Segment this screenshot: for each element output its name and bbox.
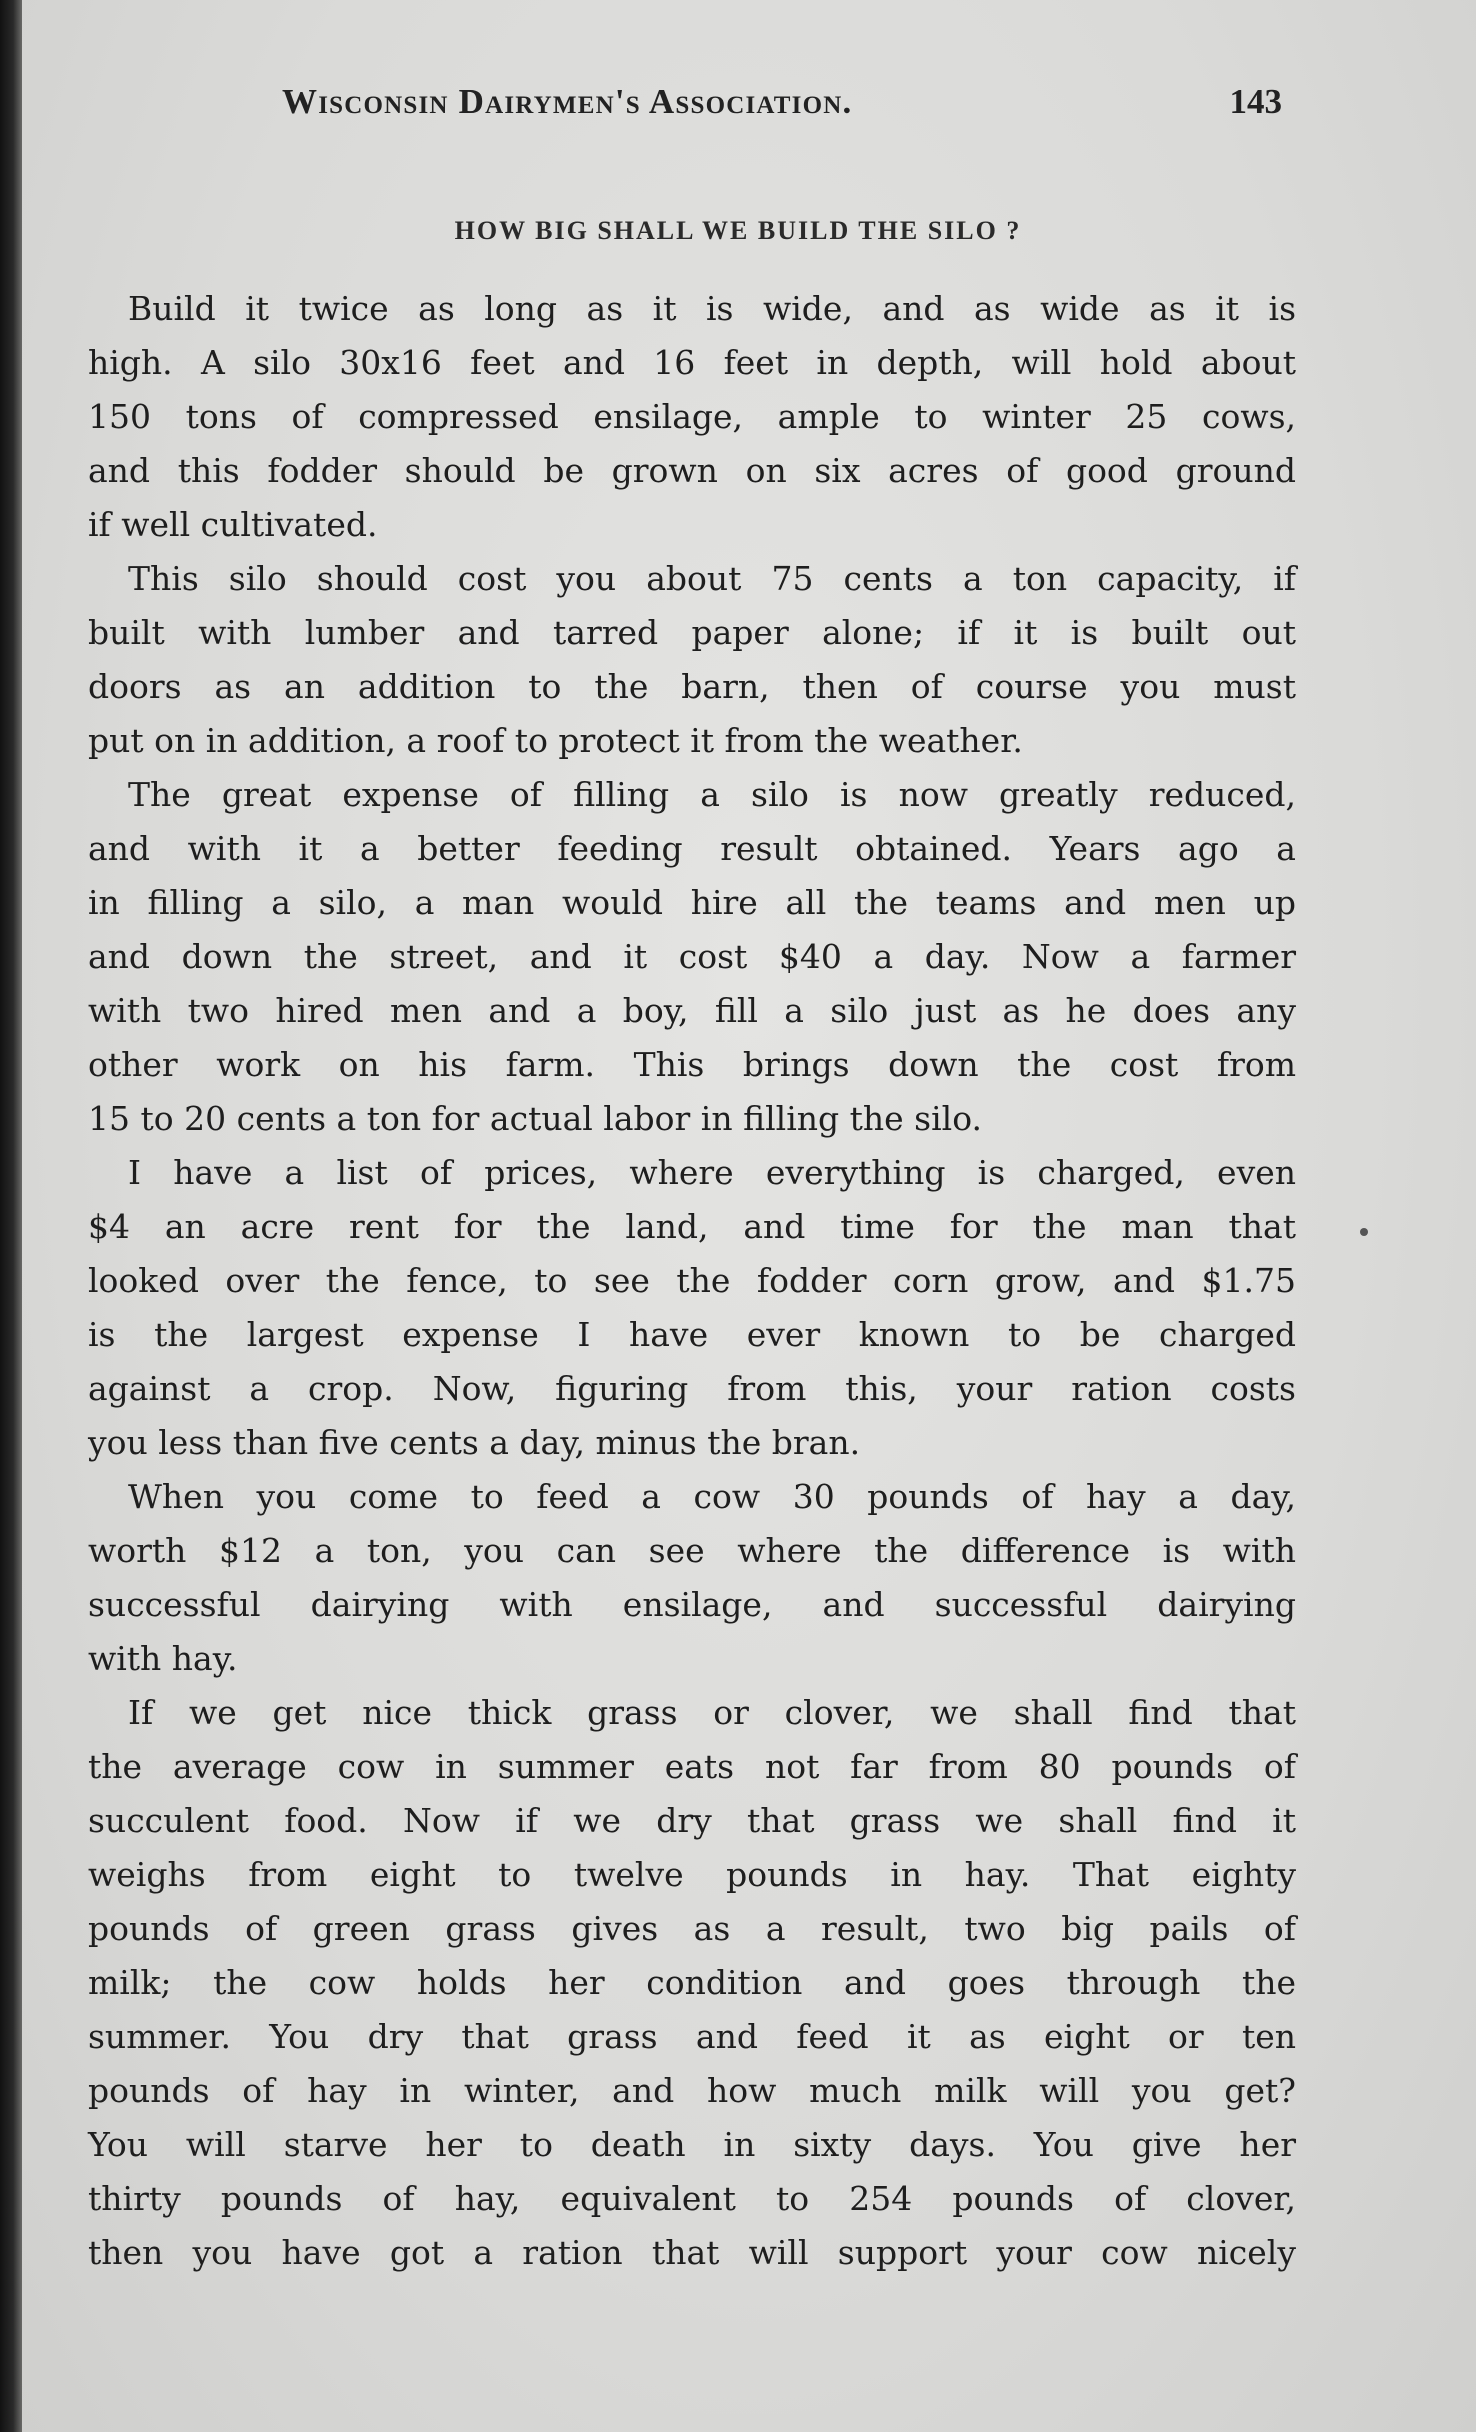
text-line: then you have got a ration that will support your cow nicely (88, 2233, 1296, 2272)
text-line: doors as an addition to the barn, then of course you must (88, 667, 1296, 706)
text-line: pounds of green grass gives as a result, two big pails of (88, 1909, 1296, 1948)
text-line: high. A silo 30x16 feet and 16 feet in depth, will hold about (88, 343, 1296, 382)
text-line: I have a list of prices, where everything is charged, even (128, 1153, 1296, 1192)
text-line: This silo should cost you about 75 cents a ton capacity, if (128, 559, 1296, 598)
print-speck (1360, 1228, 1368, 1236)
text-line: put on in addition, a roof to protect it from the weather. (88, 721, 1023, 760)
text-line: 15 to 20 cents a ton for actual labor in filling the silo. (88, 1099, 982, 1138)
text-line: When you come to feed a cow 30 pounds of hay a day, (128, 1477, 1296, 1516)
text-line: and with it a better feeding result obtained. Years ago a (88, 829, 1296, 868)
paragraph (88, 1686, 1296, 2280)
text-line: in filling a silo, a man would hire all the teams and men up (88, 883, 1296, 922)
text-line: You will starve her to death in sixty days. You give her (88, 2125, 1296, 2164)
text-line: is the largest expense I have ever known to be charged (88, 1315, 1296, 1354)
text-line: summer. You dry that grass and feed it as eight or ten (88, 2017, 1296, 2056)
paragraph (88, 552, 1296, 768)
text-line: thirty pounds of hay, equivalent to 254 pounds of clover, (88, 2179, 1296, 2218)
text-line: Build it twice as long as it is wide, and as wide as it is (128, 289, 1296, 328)
text-line: If we get nice thick grass or clover, we shall find that (128, 1693, 1296, 1732)
text-line: built with lumber and tarred paper alone; if it is built out (88, 613, 1296, 652)
paragraph (88, 282, 1296, 552)
text-line: weighs from eight to twelve pounds in hay. That eighty (88, 1855, 1296, 1894)
text-line: successful dairying with ensilage, and successful dairying (88, 1585, 1296, 1624)
text-line: worth $12 a ton, you can see where the difference is with (88, 1531, 1296, 1570)
text-line: against a crop. Now, figuring from this, your ration costs (88, 1369, 1296, 1408)
text-line: with two hired men and a boy, fill a silo just as he does any (88, 991, 1296, 1030)
text-line: other work on his farm. This brings down the cost from (88, 1045, 1296, 1084)
paragraph (88, 1146, 1296, 1470)
text-line: and down the street, and it cost $40 a day. Now a farmer (88, 937, 1296, 976)
text-line: The great expense of filling a silo is now greatly reduced, (128, 775, 1296, 814)
page-header (282, 82, 1282, 132)
section-heading: HOW BIG SHALL WE BUILD THE SILO ? (454, 216, 1022, 245)
body-text (88, 282, 1296, 2280)
text-line: and this fodder should be grown on six acres of good ground (88, 451, 1296, 490)
text-line: milk; the cow holds her condition and goes through the (88, 1963, 1296, 2002)
text-line: the average cow in summer eats not far from 80 pounds of (88, 1747, 1296, 1786)
paragraph (88, 1470, 1296, 1686)
text-line: with hay. (88, 1639, 238, 1678)
running-title: Wisconsin Dairymen's Association. (282, 82, 853, 121)
paragraph (88, 768, 1296, 1146)
text-line: pounds of hay in winter, and how much milk will you get? (88, 2071, 1296, 2110)
text-line: 150 tons of compressed ensilage, ample to winter 25 cows, (88, 397, 1296, 436)
text-line: you less than five cents a day, minus the bran. (88, 1423, 861, 1462)
book-spine-shadow (0, 0, 22, 2432)
page-number: 143 (1229, 82, 1282, 121)
text-line: succulent food. Now if we dry that grass we shall find it (88, 1801, 1296, 1840)
text-line: if well cultivated. (88, 505, 378, 544)
text-line: looked over the fence, to see the fodder corn grow, and $1.75 (88, 1261, 1296, 1300)
text-line: $4 an acre rent for the land, and time for the man that (88, 1207, 1296, 1246)
